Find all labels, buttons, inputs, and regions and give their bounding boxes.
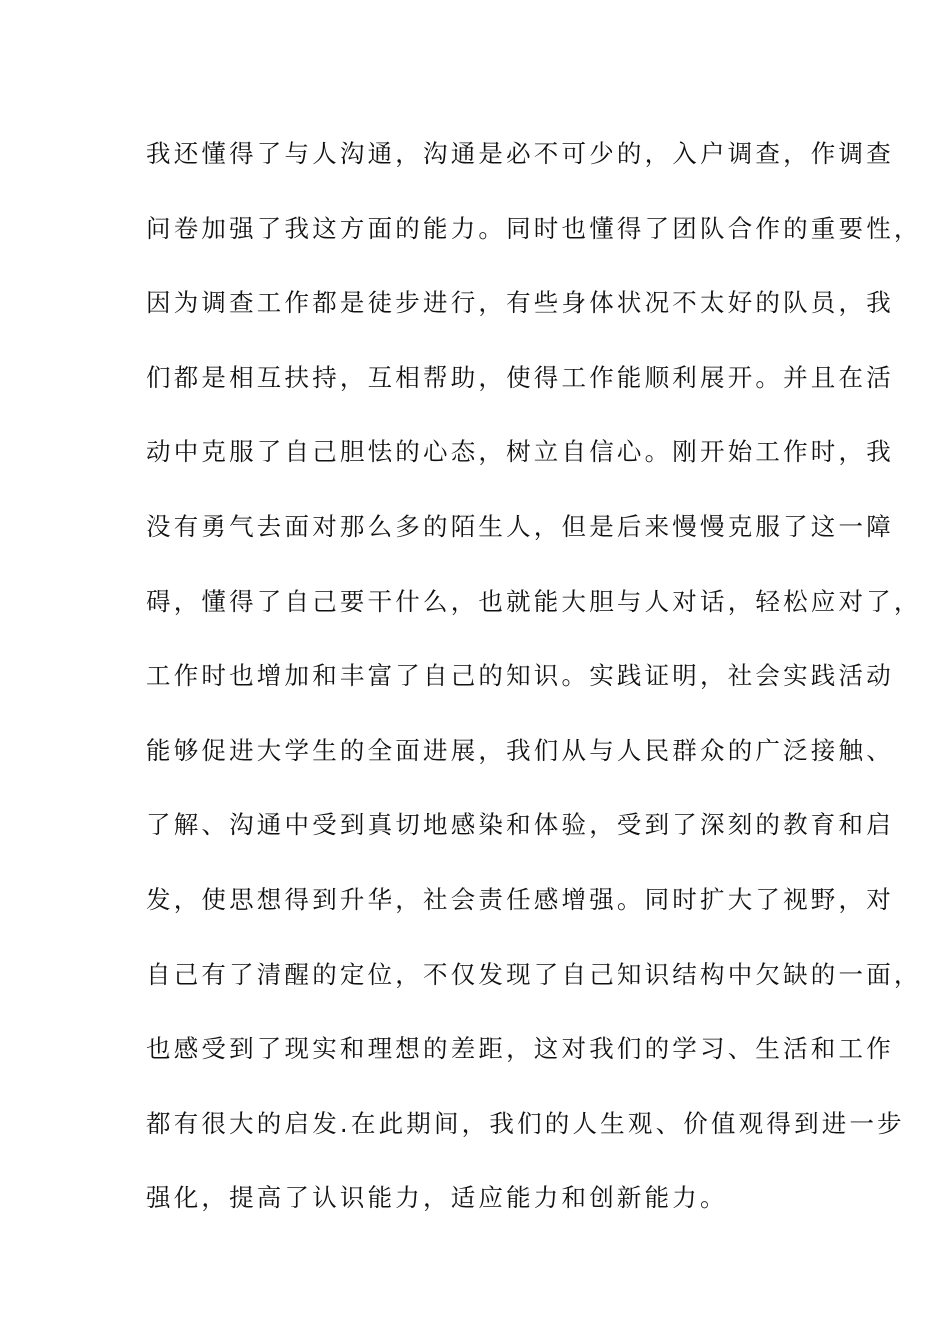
paragraph-line: 自己有了清醒的定位，不仅发现了自己知识结构中欠缺的一面， — [146, 959, 922, 989]
paragraph-line: 我还懂得了与人沟通，沟通是必不可少的，入户调查，作调查 — [146, 139, 894, 168]
paragraph-line: 没有勇气去面对那么多的陌生人，但是后来慢慢克服了这一障 — [146, 511, 894, 541]
body-paragraph — [146, 132, 922, 1251]
paragraph-line: 动中克服了自己胆怯的心态，树立自信心。刚开始工作时，我 — [146, 437, 894, 467]
paragraph-line: 了解、沟通中受到真切地感染和体验，受到了深刻的教育和启 — [146, 810, 894, 840]
paragraph-line: 能够促进大学生的全面进展，我们从与人民群众的广泛接触、 — [146, 735, 894, 765]
paragraph-line: 问卷加强了我这方面的能力。同时也懂得了团队合作的重要性， — [146, 213, 922, 243]
paragraph-line: 也感受到了现实和理想的差距，这对我们的学习、生活和工作 — [146, 1034, 894, 1064]
paragraph-line: 因为调查工作都是徒步进行，有些身体状况不太好的队员，我 — [146, 288, 894, 318]
paragraph-line: 都有很大的启发.在此期间，我们的人生观、价值观得到进一步 — [146, 1108, 905, 1138]
paragraph-line: 们都是相互扶持，互相帮助，使得工作能顺利展开。并且在活 — [146, 362, 894, 392]
paragraph-line: 工作时也增加和丰富了自己的知识。实践证明，社会实践活动 — [146, 661, 894, 691]
paragraph-line: 强化，提高了认识能力，适应能力和创新能力。 — [146, 1183, 728, 1213]
paragraph-line: 碍，懂得了自己要干什么，也就能大胆与人对话，轻松应对了， — [146, 586, 922, 616]
paragraph-line: 发，使思想得到升华，社会责任感增强。同时扩大了视野，对 — [146, 884, 894, 914]
